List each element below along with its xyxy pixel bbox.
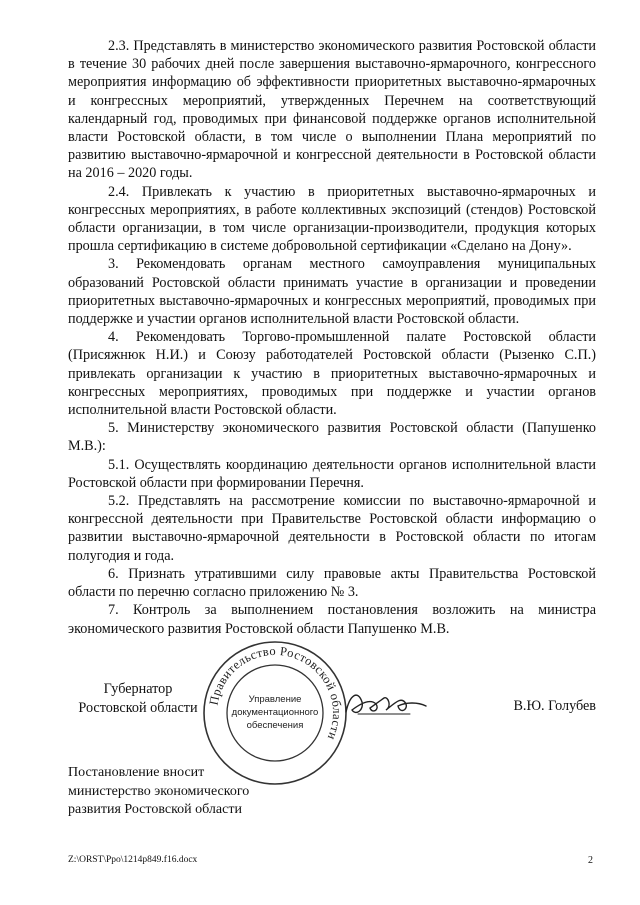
signatory-title-line1: Губернатор <box>103 681 173 697</box>
stamp-ring-text: Правительство Ростовской области <box>206 643 345 743</box>
submission-note-line3: развития Ростовской области <box>68 802 242 817</box>
signature-block <box>68 643 596 760</box>
stamp-inner-line2: документационного <box>231 707 319 718</box>
paragraph-5-1: 5.1. Осуществлять координацию деятельности органов исполнительной власти Ростовской области при формировании Перечня. <box>68 456 596 491</box>
document-body <box>68 37 596 638</box>
paragraph-5-2: 5.2. Представлять на рассмотрение комиссии по выставочно-ярмарочной и конгрессной деятельности при Правительстве Ростовской области информацию о развитии выставочно-ярмарочной деятельности в Ростовской области по итогам полугодия и года. <box>68 493 596 564</box>
signatory-title-line2: Ростовской области <box>78 699 198 716</box>
stamp-inner-line1: Управление <box>248 694 302 705</box>
paragraph-6: 6. Признать утратившими силу правовые акты Правительства Ростовской области по перечню согласно приложению № 3. <box>68 565 596 601</box>
paragraph-4: 4. Рекомендовать Торгово-промышленной палате Ростовской области (Присяжнюк Н.И.) и Союзу работодателей Ростовской области (Рызенко С.П.) привлекать организации к участию в приоритетных выставочно-ярмарочных и конгрессных мероприятиях, проводимых при поддержке и участии органов исполнительной власти Ростовской области. <box>68 329 596 419</box>
document-file-path: Z:\ORST\Ppo\1214p849.f16.docx <box>68 855 198 865</box>
paragraph-3: 3. Рекомендовать органам местного самоуправления муниципальных образований Ростовской области принимать участие в организации и проведении приоритетных выставочно-ярмарочных и конгрессных мероприятий, проводимых при поддержке и участии органов исполнительной власти Ростовской области. <box>68 256 596 328</box>
paragraph-2-3: 2.3. Представлять в министерство экономического развития Ростовской области в течение 30 рабочих дней после завершения выставочно-ярмарочного, конгрессного мероприятия информацию об эффективности приоритетных выставочно-ярмарочных и конгрессных мероприятий, утвержденных Перечнем на соответствующий календарный год, проводимых при финансовой поддержке органов исполнительной власти Ростовской области, в том числе о выполнении Плана мероприятий по развитию выставочно-ярмарочной и конгрессной деятельности в Ростовской области на 2016 – 2020 годы. <box>68 38 596 182</box>
submission-note <box>68 764 249 820</box>
handwritten-signature <box>340 684 430 724</box>
signatory-name: В.Ю. Голубев <box>513 698 596 714</box>
stamp-inner-line3: обеспечения <box>246 720 304 731</box>
page-number: 2 <box>588 855 593 866</box>
paragraph-7: 7. Контроль за выполнением постановления возложить на министра экономического развития Ростовской области Папушенко М.В. <box>68 602 596 637</box>
paragraph-5: 5. Министерству экономического развития Ростовской области (Папушенко М.В.): <box>68 420 596 455</box>
paragraph-2-4: 2.4. Привлекать к участию в приоритетных выставочно-ярмарочных и конгрессных мероприятиях, в работе коллективных экспозиций (стендов) Ростовской области организации, в том числе организации-производители, продукция которых прошла сертификацию в системе добровольной сертификации «Сделано на Дону». <box>68 183 596 255</box>
submission-note-line1: Постановление вносит <box>68 765 205 780</box>
submission-note-line2: министерство экономического <box>68 783 250 799</box>
signatory-title <box>68 680 208 717</box>
